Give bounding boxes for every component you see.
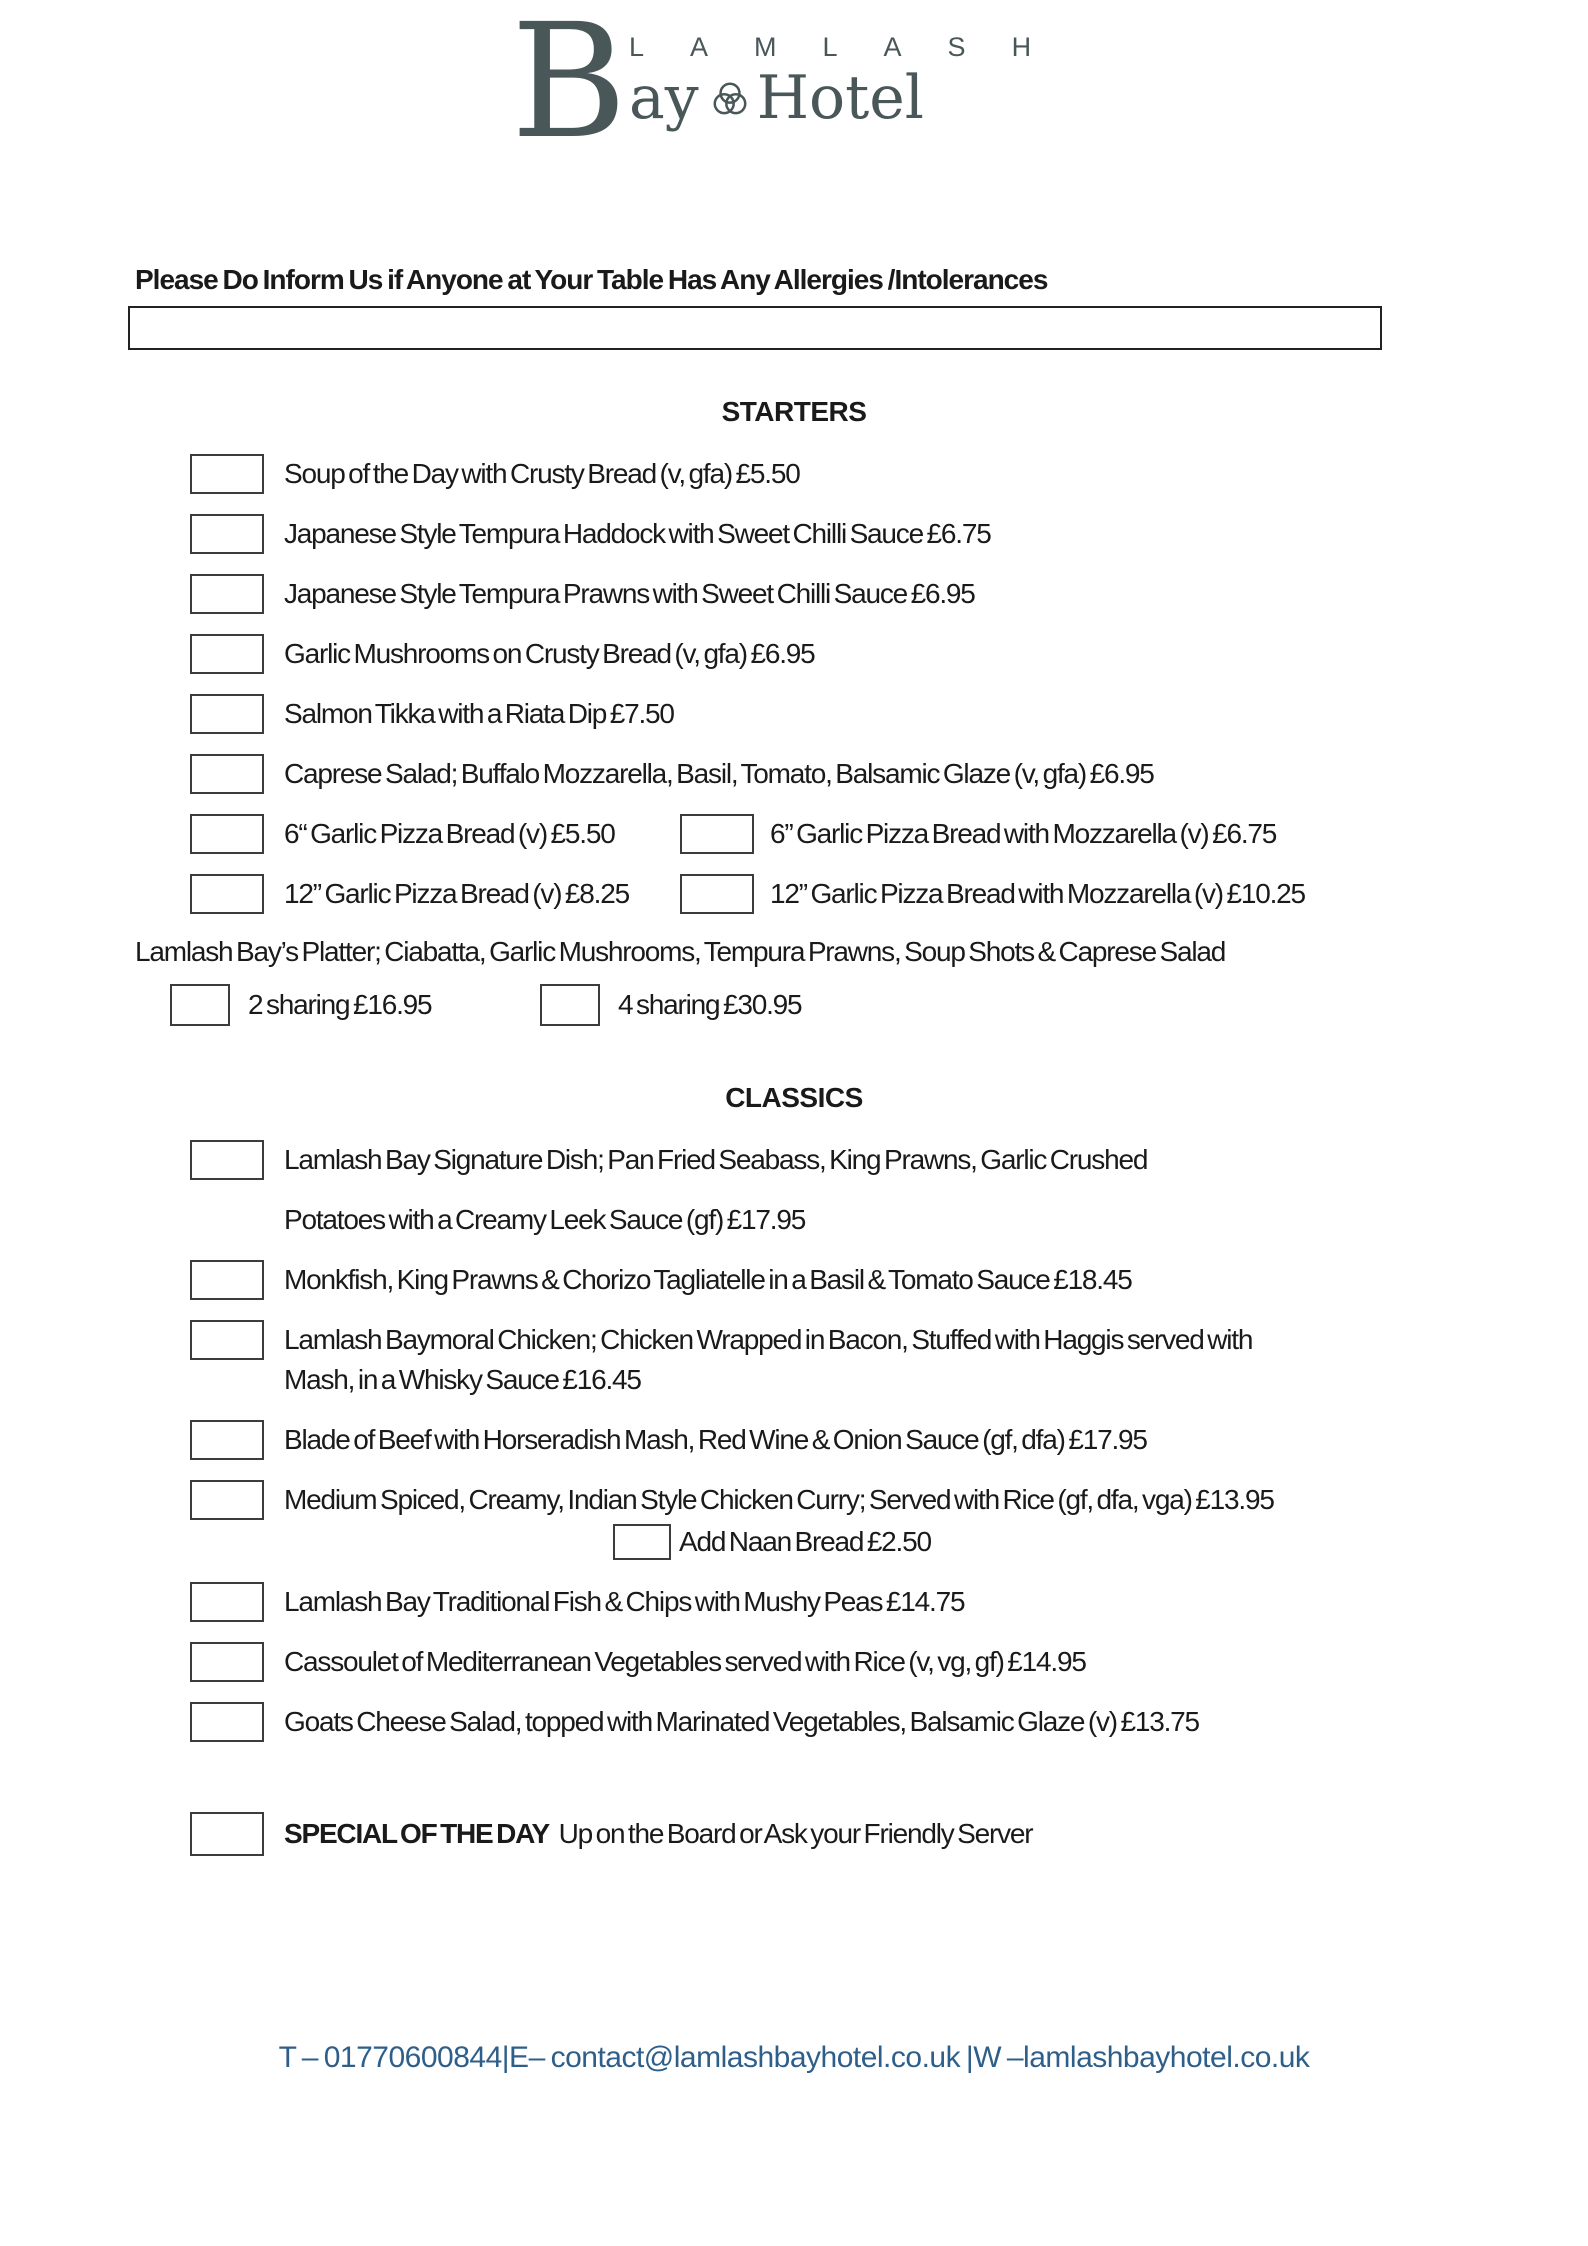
menu-item-caprese-salad — [190, 754, 1588, 794]
special-label: SPECIAL OF THE DAY — [284, 1818, 550, 1849]
item-label: 12” Garlic Pizza Bread (v) £8.25 — [284, 878, 629, 909]
section-title-starters: STARTERS — [721, 396, 867, 427]
item-checkbox[interactable] — [680, 874, 754, 914]
platter-description: Lamlash Bay’s Platter; Ciabatta, Garlic Mushrooms, Tempura Prawns, Soup Shots & Caprese Salad — [135, 936, 1226, 967]
platter-options-row — [170, 984, 1588, 1026]
item-checkbox[interactable] — [190, 1702, 264, 1742]
menu-item-tempura-prawns — [190, 574, 1588, 614]
menu-item-goats-cheese-salad — [190, 1702, 1588, 1742]
item-checkbox[interactable] — [540, 984, 600, 1026]
logo-word-lamlash: LAMLASH — [629, 32, 1078, 62]
item-checkbox[interactable] — [190, 814, 264, 854]
logo-initial-b: B — [510, 0, 624, 174]
item-label: Salmon Tikka with a Riata Dip £7.50 — [284, 698, 674, 729]
special-description: Up on the Board or Ask your Friendly Server — [558, 1818, 1033, 1849]
item-label: Japanese Style Tempura Haddock with Sweet Chilli Sauce £6.75 — [284, 518, 991, 549]
menu-item-chicken-curry — [190, 1480, 1588, 1520]
item-label: Soup of the Day with Crusty Bread (v, gfa) £5.50 — [284, 458, 800, 489]
item-checkbox[interactable] — [190, 514, 264, 554]
menu-item-monkfish-tagliatelle — [190, 1260, 1588, 1300]
allergy-notice: Please Do Inform Us if Anyone at Your Table Has Any Allergies /Intolerances — [135, 264, 1048, 295]
item-checkbox[interactable] — [190, 454, 264, 494]
item-label-continued: Mash, in a Whisky Sauce £16.45 — [284, 1364, 641, 1395]
logo-word-ay: ay — [629, 63, 699, 133]
item-checkbox[interactable] — [680, 814, 754, 854]
menu-item-garlic-mushrooms — [190, 634, 1588, 674]
item-label: 12” Garlic Pizza Bread with Mozzarella (v) £10.25 — [770, 878, 1305, 909]
hotel-logo — [0, 0, 1588, 172]
item-checkbox[interactable] — [190, 574, 264, 614]
menu-item-baymoral-chicken — [190, 1320, 1588, 1400]
menu-item-pizza-12inch-row — [190, 874, 1588, 914]
item-label: 2 sharing £16.95 — [248, 989, 432, 1020]
item-label: Blade of Beef with Horseradish Mash, Red Wine & Onion Sauce (gf, dfa) £17.95 — [284, 1424, 1147, 1455]
item-label: Lamlash Baymoral Chicken; Chicken Wrapped in Bacon, Stuffed with Haggis served with — [284, 1324, 1253, 1355]
menu-item-salmon-tikka — [190, 694, 1588, 734]
menu-item-pizza-12inch-mozzarella — [680, 874, 1305, 914]
section-title-classics: CLASSICS — [725, 1082, 863, 1113]
item-checkbox[interactable] — [190, 1320, 264, 1360]
item-label: Japanese Style Tempura Prawns with Sweet Chilli Sauce £6.95 — [284, 578, 975, 609]
menu-item-signature-dish — [190, 1140, 1588, 1180]
menu-item-pizza-6inch-mozzarella — [680, 814, 1276, 854]
item-label: Add Naan Bread £2.50 — [679, 1526, 931, 1557]
item-checkbox[interactable] — [190, 634, 264, 674]
item-label: Lamlash Bay Traditional Fish & Chips with Mushy Peas £14.75 — [284, 1586, 965, 1617]
item-label: Caprese Salad; Buffalo Mozzarella, Basil, Tomato, Balsamic Glaze (v, gfa) £6.95 — [284, 758, 1154, 789]
item-checkbox[interactable] — [190, 1812, 264, 1856]
allergies-input[interactable] — [128, 306, 1382, 350]
menu-item-pizza-6inch-row — [190, 814, 1588, 854]
contact-footer: T – 01770600844|E– contact@lamlashbayhotel.co.uk |W –lamlashbayhotel.co.uk — [278, 2041, 1310, 2074]
item-label: 4 sharing £30.95 — [618, 989, 802, 1020]
menu-item-tempura-haddock — [190, 514, 1588, 554]
item-checkbox[interactable] — [190, 694, 264, 734]
item-checkbox[interactable] — [190, 754, 264, 794]
item-label: 6” Garlic Pizza Bread with Mozzarella (v) £6.75 — [770, 818, 1277, 849]
menu-item-special-of-the-day — [190, 1812, 1588, 1856]
item-label: Garlic Mushrooms on Crusty Bread (v, gfa) £6.95 — [284, 638, 815, 669]
menu-item-cassoulet — [190, 1642, 1588, 1682]
item-label: 6“ Garlic Pizza Bread (v) £5.50 — [284, 818, 615, 849]
logo-word-hotel: Hotel — [756, 63, 924, 133]
menu-item-pizza-6inch — [190, 814, 680, 854]
item-checkbox[interactable] — [190, 1480, 264, 1520]
item-checkbox[interactable] — [190, 1642, 264, 1682]
trinity-knot-icon — [709, 71, 751, 131]
item-checkbox[interactable] — [613, 1524, 671, 1560]
item-label: Goats Cheese Salad, topped with Marinated Vegetables, Balsamic Glaze (v) £13.75 — [284, 1706, 1199, 1737]
platter-option-2-sharing — [170, 984, 540, 1026]
menu-item-blade-of-beef — [190, 1420, 1588, 1460]
item-checkbox[interactable] — [190, 1140, 264, 1180]
menu-item-fish-and-chips — [190, 1582, 1588, 1622]
menu-item-naan-addon — [613, 1522, 1588, 1562]
menu-item-soup — [190, 454, 1588, 494]
menu-item-signature-dish-continued: Potatoes with a Creamy Leek Sauce (gf) £17.95 — [284, 1204, 806, 1235]
item-checkbox[interactable] — [190, 874, 264, 914]
item-checkbox[interactable] — [190, 1420, 264, 1460]
item-label: Medium Spiced, Creamy, Indian Style Chicken Curry; Served with Rice (gf, dfa, vga) £13.95 — [284, 1484, 1274, 1515]
item-label: Lamlash Bay Signature Dish; Pan Fried Seabass, King Prawns, Garlic Crushed — [284, 1144, 1148, 1175]
item-checkbox[interactable] — [190, 1260, 264, 1300]
item-checkbox[interactable] — [170, 984, 230, 1026]
item-label: Cassoulet of Mediterranean Vegetables served with Rice (v, vg, gf) £14.95 — [284, 1646, 1086, 1677]
platter-option-4-sharing — [540, 984, 801, 1026]
item-label: Monkfish, King Prawns & Chorizo Tagliatelle in a Basil & Tomato Sauce £18.45 — [284, 1264, 1132, 1295]
item-checkbox[interactable] — [190, 1582, 264, 1622]
menu-item-pizza-12inch — [190, 874, 680, 914]
